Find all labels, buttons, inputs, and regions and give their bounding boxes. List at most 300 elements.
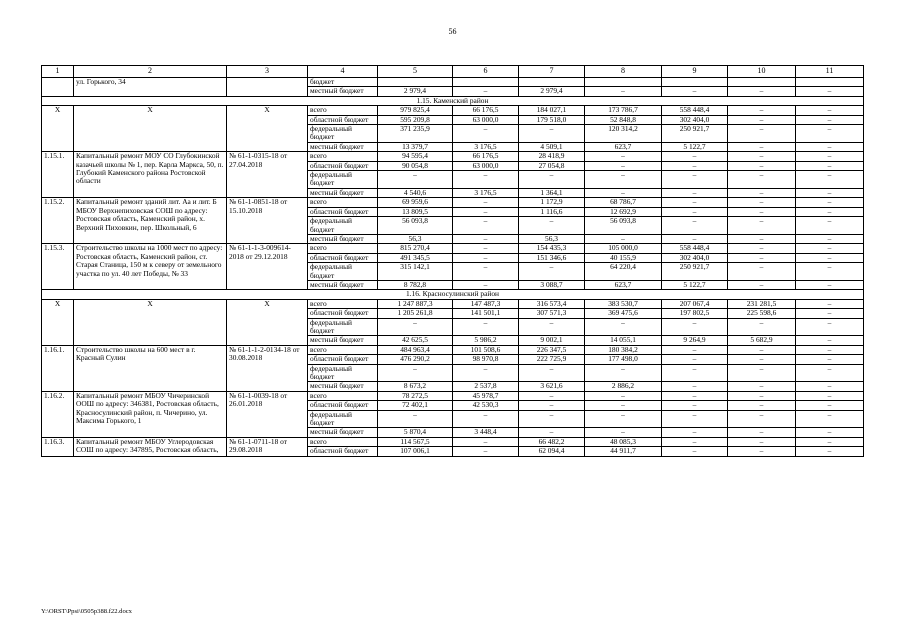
value-cell: – xyxy=(728,428,796,437)
budget-source-cell: всего xyxy=(308,106,378,115)
budget-source-cell: областной бюджет xyxy=(308,207,378,216)
value-cell: – xyxy=(519,401,585,410)
value-cell: – xyxy=(796,106,864,115)
value-cell: 222 725,9 xyxy=(519,355,585,364)
value-cell: 42 530,3 xyxy=(453,401,519,410)
value-cell: 179 518,0 xyxy=(519,115,585,124)
value-cell: – xyxy=(585,152,662,161)
value-cell: – xyxy=(662,447,728,456)
budget-source-cell: всего xyxy=(308,437,378,446)
value-cell: – xyxy=(728,410,796,428)
value-cell: – xyxy=(519,263,585,281)
value-cell: – xyxy=(728,142,796,151)
value-cell: 815 270,4 xyxy=(378,244,453,253)
value-cell xyxy=(796,78,864,87)
item-number-cell: 1.15.3. xyxy=(42,244,74,290)
budget-source-cell: всего xyxy=(308,299,378,308)
value-cell: – xyxy=(796,152,864,161)
budget-source-cell: бюджет xyxy=(308,78,378,87)
item-name-cell: Капитальный ремонт МБОУ Чичеринской ООШ по адресу: 346381, Ростовская область, Красносулинский район, п. Чичерино, ул. Максима Горького, 1 xyxy=(74,391,227,437)
value-cell: 8 673,2 xyxy=(378,382,453,391)
value-cell: 5 870,4 xyxy=(378,428,453,437)
value-cell: 595 209,8 xyxy=(378,115,453,124)
budget-source-cell: федеральный бюджет xyxy=(308,410,378,428)
value-cell: – xyxy=(585,188,662,197)
value-cell: 307 571,3 xyxy=(519,309,585,318)
value-cell: – xyxy=(453,198,519,207)
budget-source-cell: областной бюджет xyxy=(308,309,378,318)
page-number: 56 xyxy=(448,27,457,36)
value-cell: 66 176,5 xyxy=(453,106,519,115)
item-name-cell: Строительство школы на 600 мест в г. Красный Сулин xyxy=(74,345,227,391)
value-cell: 48 085,3 xyxy=(585,437,662,446)
table-row xyxy=(42,152,864,161)
value-cell: 105 000,0 xyxy=(585,244,662,253)
value-cell: – xyxy=(796,428,864,437)
value-cell: – xyxy=(453,364,519,382)
value-cell: – xyxy=(796,309,864,318)
value-cell: – xyxy=(728,161,796,170)
value-cell: – xyxy=(796,142,864,151)
value-cell: – xyxy=(728,106,796,115)
column-header: 11 xyxy=(796,66,864,78)
item-number-cell: 1.16.1. xyxy=(42,345,74,391)
value-cell: 141 501,1 xyxy=(453,309,519,318)
value-cell: – xyxy=(796,391,864,400)
value-cell: – xyxy=(662,401,728,410)
value-cell xyxy=(585,78,662,87)
column-header-row xyxy=(42,66,864,78)
value-cell: – xyxy=(728,244,796,253)
value-cell: 207 067,4 xyxy=(662,299,728,308)
value-cell: – xyxy=(728,263,796,281)
value-cell: – xyxy=(796,207,864,216)
value-cell: 491 345,5 xyxy=(378,253,453,262)
value-cell: 623,7 xyxy=(585,142,662,151)
value-cell: 226 347,5 xyxy=(519,345,585,354)
value-cell: 3 448,4 xyxy=(453,428,519,437)
item-name-cell: Х xyxy=(74,299,227,345)
column-header: 2 xyxy=(74,66,227,78)
value-cell: – xyxy=(662,171,728,189)
file-path-footer: Y:\ORST\Ppsi\0505p388.f22.docx xyxy=(41,608,132,615)
value-cell: – xyxy=(796,161,864,170)
value-cell: – xyxy=(728,345,796,354)
value-cell: – xyxy=(796,87,864,96)
value-cell: – xyxy=(453,171,519,189)
value-cell: 98 970,8 xyxy=(453,355,519,364)
value-cell: – xyxy=(796,382,864,391)
value-cell: – xyxy=(796,410,864,428)
value-cell: 52 848,8 xyxy=(585,115,662,124)
budget-table xyxy=(41,65,864,457)
budget-source-cell: местный бюджет xyxy=(308,188,378,197)
document-number-cell: № 61-1-0315-18 от 27.04.2018 xyxy=(227,152,308,198)
column-header: 1 xyxy=(42,66,74,78)
budget-source-cell: федеральный бюджет xyxy=(308,364,378,382)
value-cell: – xyxy=(796,263,864,281)
value-cell: – xyxy=(728,115,796,124)
budget-source-cell: областной бюджет xyxy=(308,355,378,364)
value-cell: – xyxy=(662,207,728,216)
value-cell: 2 886,2 xyxy=(585,382,662,391)
value-cell: – xyxy=(519,410,585,428)
budget-source-cell: областной бюджет xyxy=(308,161,378,170)
value-cell: 3 176,5 xyxy=(453,188,519,197)
column-header: 3 xyxy=(227,66,308,78)
value-cell: – xyxy=(796,188,864,197)
value-cell: – xyxy=(519,217,585,235)
value-cell: 383 530,7 xyxy=(585,299,662,308)
budget-source-cell: областной бюджет xyxy=(308,447,378,456)
document-number-cell xyxy=(227,78,308,97)
table-row xyxy=(42,299,864,308)
value-cell: – xyxy=(728,198,796,207)
value-cell: 3 621,6 xyxy=(519,382,585,391)
value-cell: 302 404,0 xyxy=(662,253,728,262)
value-cell xyxy=(728,78,796,87)
section-title: 1.16. Красносулинский район xyxy=(42,290,864,299)
value-cell: 2 979,4 xyxy=(378,87,453,96)
value-cell: 64 220,4 xyxy=(585,263,662,281)
budget-source-cell: всего xyxy=(308,152,378,161)
value-cell: 12 692,9 xyxy=(585,207,662,216)
value-cell: – xyxy=(796,299,864,308)
value-cell: – xyxy=(585,391,662,400)
value-cell: 9 264,9 xyxy=(662,336,728,345)
value-cell: 107 006,1 xyxy=(378,447,453,456)
value-cell: 68 786,7 xyxy=(585,198,662,207)
value-cell: – xyxy=(728,217,796,235)
value-cell: 66 482,2 xyxy=(519,437,585,446)
column-header: 4 xyxy=(308,66,378,78)
value-cell: – xyxy=(728,188,796,197)
value-cell: 13 379,7 xyxy=(378,142,453,151)
value-cell xyxy=(378,78,453,87)
value-cell: 27 054,8 xyxy=(519,161,585,170)
value-cell: 66 176,5 xyxy=(453,152,519,161)
value-cell: 1 205 261,8 xyxy=(378,309,453,318)
column-header: 8 xyxy=(585,66,662,78)
value-cell: 4 540,6 xyxy=(378,188,453,197)
value-cell: – xyxy=(796,401,864,410)
value-cell: – xyxy=(796,217,864,235)
table-row xyxy=(42,106,864,115)
value-cell: – xyxy=(585,171,662,189)
value-cell: 154 435,3 xyxy=(519,244,585,253)
value-cell xyxy=(519,78,585,87)
value-cell: – xyxy=(519,171,585,189)
value-cell: – xyxy=(662,437,728,446)
value-cell: 72 402,1 xyxy=(378,401,453,410)
value-cell: – xyxy=(453,447,519,456)
value-cell: – xyxy=(378,410,453,428)
value-cell: – xyxy=(796,115,864,124)
value-cell: – xyxy=(585,318,662,336)
value-cell: – xyxy=(796,364,864,382)
budget-table-sheet xyxy=(41,65,863,457)
value-cell: 4 509,1 xyxy=(519,142,585,151)
value-cell: – xyxy=(796,447,864,456)
item-name-cell: Капитальный ремонт МОУ СО Глубокинской казачьей школы № 1, пер. Карла Маркса, 50, п. Глубокий Каменского района Ростовской области xyxy=(74,152,227,198)
value-cell: 45 978,7 xyxy=(453,391,519,400)
value-cell: – xyxy=(662,198,728,207)
value-cell: – xyxy=(728,280,796,289)
section-header-row xyxy=(42,96,864,105)
value-cell: – xyxy=(662,217,728,235)
value-cell: 5 682,9 xyxy=(728,336,796,345)
item-number-cell: 1.16.3. xyxy=(42,437,74,456)
value-cell: – xyxy=(453,217,519,235)
value-cell: 101 508,6 xyxy=(453,345,519,354)
value-cell: 623,7 xyxy=(585,280,662,289)
column-header: 7 xyxy=(519,66,585,78)
value-cell: 44 911,7 xyxy=(585,447,662,456)
value-cell: – xyxy=(453,125,519,143)
value-cell: 62 094,4 xyxy=(519,447,585,456)
value-cell: 63 000,0 xyxy=(453,115,519,124)
value-cell: – xyxy=(728,364,796,382)
section-title: 1.15. Каменский район xyxy=(42,96,864,105)
value-cell: 225 598,6 xyxy=(728,309,796,318)
value-cell: 558 448,4 xyxy=(662,244,728,253)
budget-source-cell: областной бюджет xyxy=(308,401,378,410)
value-cell: – xyxy=(796,171,864,189)
value-cell: – xyxy=(378,318,453,336)
item-number-cell: 1.15.2. xyxy=(42,198,74,244)
value-cell: – xyxy=(585,428,662,437)
value-cell: 369 475,6 xyxy=(585,309,662,318)
document-number-cell: № 61-1-0039-18 от 26.01.2018 xyxy=(227,391,308,437)
value-cell: – xyxy=(796,234,864,243)
item-name-cell: Х xyxy=(74,106,227,152)
value-cell: – xyxy=(453,318,519,336)
budget-source-cell: местный бюджет xyxy=(308,280,378,289)
value-cell: – xyxy=(519,364,585,382)
value-cell: 63 000,0 xyxy=(453,161,519,170)
value-cell: – xyxy=(728,355,796,364)
document-number-cell: № 61-1-0711-18 от 29.08.2018 xyxy=(227,437,308,456)
value-cell: 2 979,4 xyxy=(519,87,585,96)
value-cell xyxy=(453,78,519,87)
value-cell: 9 002,1 xyxy=(519,336,585,345)
table-row xyxy=(42,78,864,87)
value-cell: 979 825,4 xyxy=(378,106,453,115)
item-number-cell xyxy=(42,78,74,97)
document-number-cell: № 61-1-1-3-009614-2018 от 29.12.2018 xyxy=(227,244,308,290)
value-cell: 3 176,5 xyxy=(453,142,519,151)
budget-source-cell: областной бюджет xyxy=(308,253,378,262)
value-cell: 56,3 xyxy=(378,234,453,243)
value-cell: 90 054,8 xyxy=(378,161,453,170)
value-cell: – xyxy=(662,355,728,364)
value-cell: 558 448,4 xyxy=(662,106,728,115)
budget-source-cell: федеральный бюджет xyxy=(308,318,378,336)
value-cell: – xyxy=(662,391,728,400)
value-cell: – xyxy=(796,437,864,446)
value-cell: 484 963,4 xyxy=(378,345,453,354)
value-cell: 173 786,7 xyxy=(585,106,662,115)
value-cell: 151 346,6 xyxy=(519,253,585,262)
value-cell: – xyxy=(728,401,796,410)
value-cell: 56 093,8 xyxy=(585,217,662,235)
value-cell: 1 364,1 xyxy=(519,188,585,197)
value-cell: 1 116,6 xyxy=(519,207,585,216)
value-cell: – xyxy=(728,318,796,336)
table-row xyxy=(42,391,864,400)
value-cell: – xyxy=(728,125,796,143)
value-cell: 2 537,8 xyxy=(453,382,519,391)
column-header: 9 xyxy=(662,66,728,78)
item-number-cell: Х xyxy=(42,106,74,152)
value-cell: – xyxy=(453,234,519,243)
value-cell: – xyxy=(585,87,662,96)
item-name-cell: Капитальный ремонт МБОУ Углеродовская СОШ по адресу: 347895, Ростовская область, xyxy=(74,437,227,456)
value-cell: – xyxy=(453,280,519,289)
value-cell: 14 055,1 xyxy=(585,336,662,345)
value-cell: 78 272,5 xyxy=(378,391,453,400)
value-cell: – xyxy=(662,234,728,243)
value-cell: – xyxy=(728,234,796,243)
value-cell: – xyxy=(519,318,585,336)
value-cell: – xyxy=(728,253,796,262)
document-number-cell: Х xyxy=(227,106,308,152)
budget-source-cell: федеральный бюджет xyxy=(308,217,378,235)
value-cell: – xyxy=(796,244,864,253)
table-row xyxy=(42,437,864,446)
value-cell: – xyxy=(519,125,585,143)
value-cell: – xyxy=(585,364,662,382)
item-number-cell: Х xyxy=(42,299,74,345)
value-cell: – xyxy=(796,125,864,143)
value-cell: 56,3 xyxy=(519,234,585,243)
value-cell: – xyxy=(453,263,519,281)
budget-source-cell: федеральный бюджет xyxy=(308,171,378,189)
value-cell: – xyxy=(662,428,728,437)
value-cell: – xyxy=(728,382,796,391)
value-cell: – xyxy=(453,244,519,253)
value-cell: – xyxy=(378,171,453,189)
value-cell: – xyxy=(728,447,796,456)
value-cell: 231 281,5 xyxy=(728,299,796,308)
budget-source-cell: федеральный бюджет xyxy=(308,263,378,281)
value-cell: 5 986,2 xyxy=(453,336,519,345)
value-cell: 476 290,2 xyxy=(378,355,453,364)
value-cell: – xyxy=(662,364,728,382)
item-name-cell: ул. Горького, 34 xyxy=(74,78,227,97)
value-cell: 5 122,7 xyxy=(662,280,728,289)
value-cell: 94 595,4 xyxy=(378,152,453,161)
column-header: 10 xyxy=(728,66,796,78)
value-cell: 1 172,9 xyxy=(519,198,585,207)
table-row xyxy=(42,244,864,253)
value-cell: – xyxy=(796,318,864,336)
value-cell: 184 027,1 xyxy=(519,106,585,115)
value-cell: – xyxy=(796,336,864,345)
value-cell: – xyxy=(662,318,728,336)
value-cell: – xyxy=(519,428,585,437)
value-cell: 177 498,0 xyxy=(585,355,662,364)
budget-source-cell: местный бюджет xyxy=(308,428,378,437)
value-cell: 28 418,9 xyxy=(519,152,585,161)
value-cell: – xyxy=(453,87,519,96)
value-cell: – xyxy=(585,161,662,170)
value-cell: – xyxy=(453,437,519,446)
value-cell: – xyxy=(585,410,662,428)
document-number-cell: № 61-1-1-2-0134-18 от 30.08.2018 xyxy=(227,345,308,391)
value-cell: 114 567,5 xyxy=(378,437,453,446)
value-cell: 13 809,5 xyxy=(378,207,453,216)
budget-source-cell: всего xyxy=(308,345,378,354)
value-cell: – xyxy=(519,391,585,400)
value-cell: – xyxy=(662,345,728,354)
value-cell: – xyxy=(453,253,519,262)
value-cell: 250 921,7 xyxy=(662,125,728,143)
budget-source-cell: местный бюджет xyxy=(308,234,378,243)
item-name-cell: Капитальный ремонт зданий лит. Аа и лит. Б МБОУ Верхнепиховская СОШ по адресу: Ростовская область, Каменский район, х. Верхний Пиховкин, пер. Школьный, 6 xyxy=(74,198,227,244)
budget-source-cell: местный бюджет xyxy=(308,87,378,96)
table-row xyxy=(42,345,864,354)
value-cell: – xyxy=(796,345,864,354)
value-cell: 180 384,2 xyxy=(585,345,662,354)
value-cell: 3 088,7 xyxy=(519,280,585,289)
table-row xyxy=(42,198,864,207)
item-number-cell: 1.15.1. xyxy=(42,152,74,198)
value-cell: – xyxy=(453,410,519,428)
value-cell: 120 314,2 xyxy=(585,125,662,143)
budget-source-cell: всего xyxy=(308,198,378,207)
document-number-cell: № 61-1-0851-18 от 15.10.2018 xyxy=(227,198,308,244)
value-cell: 302 404,0 xyxy=(662,115,728,124)
value-cell: 371 235,9 xyxy=(378,125,453,143)
value-cell: – xyxy=(796,280,864,289)
value-cell: 197 802,5 xyxy=(662,309,728,318)
budget-source-cell: всего xyxy=(308,244,378,253)
value-cell: 316 573,4 xyxy=(519,299,585,308)
value-cell: – xyxy=(796,198,864,207)
budget-source-cell: всего xyxy=(308,391,378,400)
value-cell: – xyxy=(662,382,728,391)
value-cell: – xyxy=(662,410,728,428)
value-cell: – xyxy=(662,188,728,197)
value-cell: 1 247 887,3 xyxy=(378,299,453,308)
value-cell: – xyxy=(796,253,864,262)
value-cell: – xyxy=(728,391,796,400)
value-cell: – xyxy=(453,207,519,216)
budget-source-cell: местный бюджет xyxy=(308,382,378,391)
value-cell: 56 093,8 xyxy=(378,217,453,235)
budget-source-cell: федеральный бюджет xyxy=(308,125,378,143)
value-cell: – xyxy=(796,355,864,364)
value-cell: 8 782,8 xyxy=(378,280,453,289)
value-cell: 250 921,7 xyxy=(662,263,728,281)
item-name-cell: Строительство школы на 1000 мест по адресу: Ростовская область, Каменский район, ст. Старая Станица, 150 м к северу от земельного участка по ул. 40 лет Победы, № 33 xyxy=(74,244,227,290)
column-header: 6 xyxy=(453,66,519,78)
value-cell: – xyxy=(378,364,453,382)
value-cell xyxy=(662,78,728,87)
value-cell: – xyxy=(662,161,728,170)
value-cell: – xyxy=(728,171,796,189)
value-cell: 147 487,3 xyxy=(453,299,519,308)
value-cell: – xyxy=(728,87,796,96)
value-cell: – xyxy=(585,401,662,410)
value-cell: 40 155,9 xyxy=(585,253,662,262)
value-cell: – xyxy=(728,437,796,446)
budget-source-cell: местный бюджет xyxy=(308,142,378,151)
column-header: 5 xyxy=(378,66,453,78)
value-cell: – xyxy=(662,152,728,161)
value-cell: – xyxy=(662,87,728,96)
